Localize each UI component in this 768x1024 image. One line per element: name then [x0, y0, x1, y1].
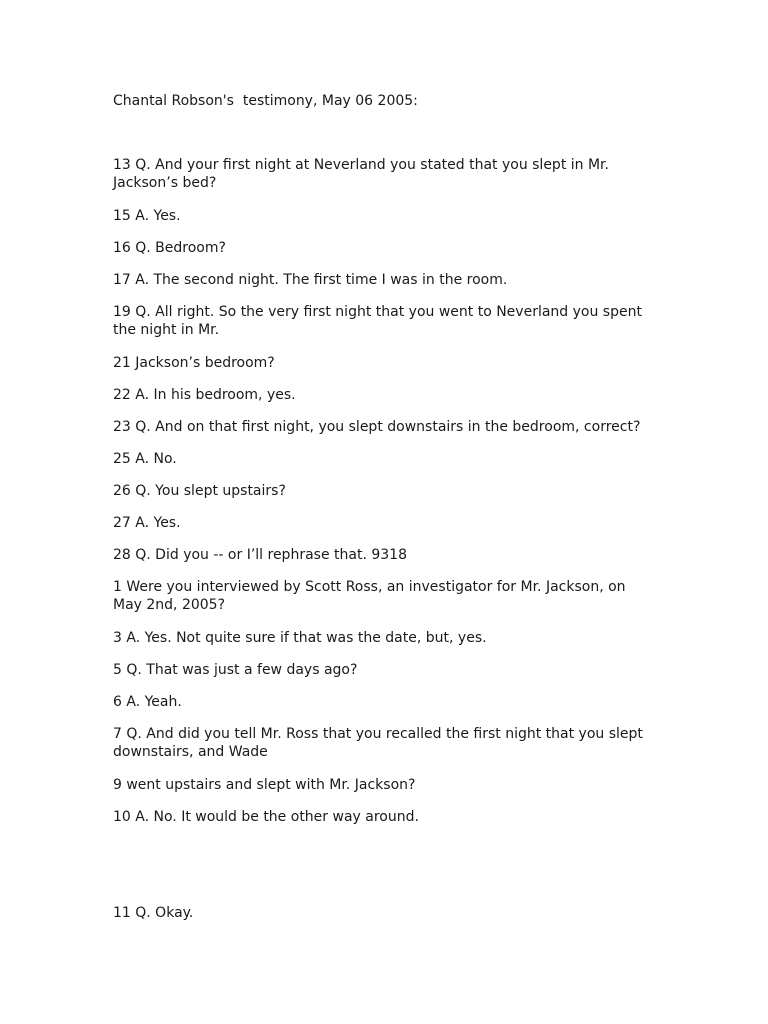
testimony-line: 11 Q. Okay. — [113, 905, 194, 921]
testimony-line: 17 A. The second night. The first time I was in the room. — [113, 272, 508, 288]
testimony-line: 7 Q. And did you tell Mr. Ross that you recalled the first night that you slept downstairs, and Wade — [113, 726, 643, 760]
testimony-line: 26 Q. You slept upstairs? — [113, 483, 286, 499]
testimony-line: 15 A. Yes. — [113, 208, 181, 224]
testimony-line: 1 Were you interviewed by Scott Ross, an investigator for Mr. Jackson, on May 2nd, 2005? — [113, 579, 626, 613]
testimony-line: 3 A. Yes. Not quite sure if that was the date, but, yes. — [113, 630, 487, 646]
testimony-line: 25 A. No. — [113, 451, 177, 467]
testimony-line: 21 Jackson’s bedroom? — [113, 355, 275, 371]
testimony-line: 27 A. Yes. — [113, 515, 181, 531]
testimony-line: 10 A. No. It would be the other way around. — [113, 809, 419, 825]
testimony-line: 22 A. In his bedroom, yes. — [113, 387, 296, 403]
document-title: Chantal Robson's testimony, May 06 2005: — [113, 93, 418, 109]
testimony-line: 5 Q. That was just a few days ago? — [113, 662, 358, 678]
testimony-line: 19 Q. All right. So the very first night that you went to Neverland you spent the night in Mr. — [113, 304, 642, 338]
testimony-line: 13 Q. And your first night at Neverland you stated that you slept in Mr. Jackson’s bed? — [113, 157, 609, 191]
testimony-line: 28 Q. Did you -- or I’ll rephrase that. 9318 — [113, 547, 407, 563]
testimony-line: 16 Q. Bedroom? — [113, 240, 226, 256]
testimony-line: 23 Q. And on that first night, you slept downstairs in the bedroom, correct? — [113, 419, 641, 435]
testimony-line: 6 A. Yeah. — [113, 694, 182, 710]
testimony-line: 9 went upstairs and slept with Mr. Jackson? — [113, 777, 416, 793]
